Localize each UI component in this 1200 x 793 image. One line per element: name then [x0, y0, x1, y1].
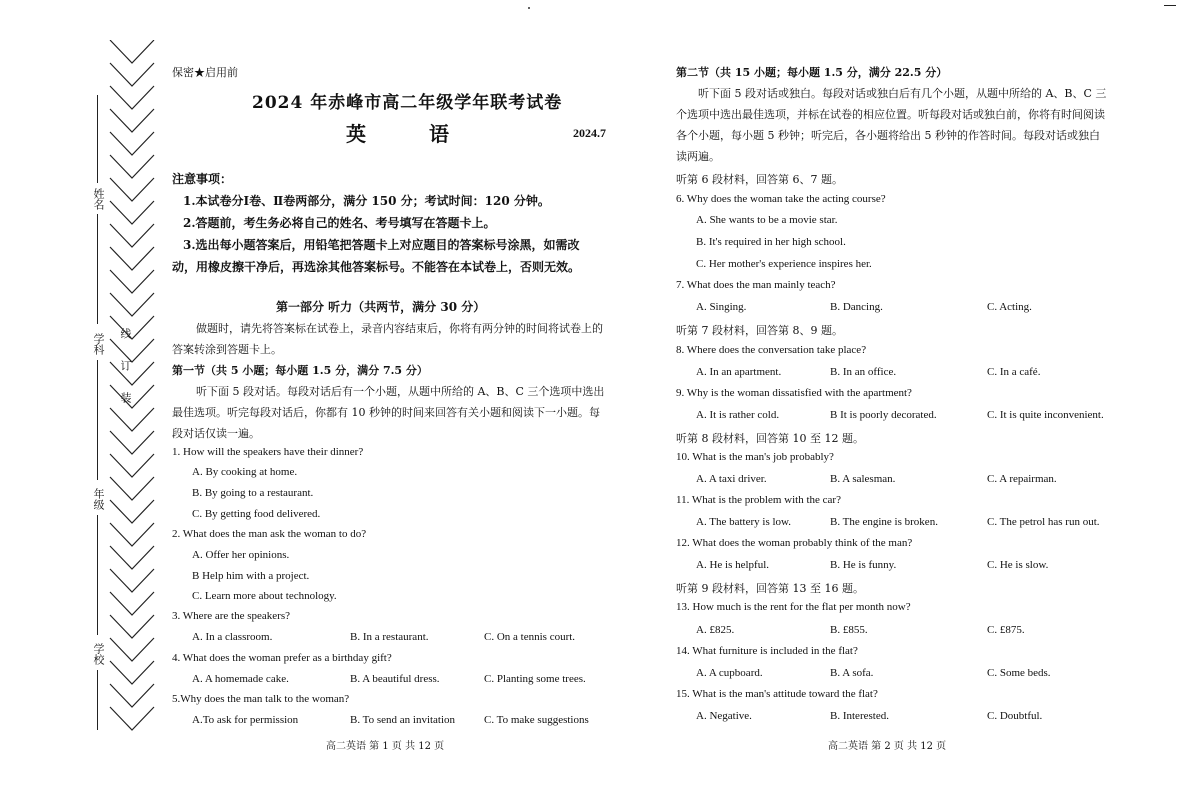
- chevron-mark: [110, 500, 154, 523]
- chevron-mark: [110, 638, 154, 661]
- chevron-mark: [110, 109, 154, 132]
- q14-option-b: B. A sofa.: [830, 667, 874, 679]
- q1-option-c: C. By getting food delivered.: [192, 508, 321, 520]
- material-6: 听第 6 段材料，回答第 6、7 题。: [676, 173, 843, 186]
- q13-option-b: B. £855.: [830, 624, 868, 636]
- q2-option-c: C. Learn more about technology.: [192, 590, 337, 602]
- q15-option-b: B. Interested.: [830, 710, 889, 722]
- q14-option-a: A. A cupboard.: [696, 667, 763, 679]
- binding-line-name: [97, 95, 98, 183]
- chevron-mark: [110, 408, 154, 431]
- q2-text: 2. What does the man ask the woman to do?: [172, 528, 367, 540]
- chevron-mark: [110, 477, 154, 500]
- q12-option-b: B. He is funny.: [830, 559, 897, 571]
- chevron-mark: [110, 40, 154, 63]
- q6-option-a: A. She wants to be a movie star.: [696, 214, 838, 226]
- binding-label-grade: 年级: [92, 488, 105, 510]
- chevron-mark: [110, 63, 154, 86]
- q4-option-a: A. A homemade cake.: [192, 673, 289, 685]
- chevron-mark: [110, 523, 154, 546]
- q5-option-c: C. To make suggestions: [484, 714, 589, 726]
- binding-label-name: 姓名: [92, 188, 105, 210]
- subject-title: 英 语: [346, 122, 477, 146]
- q8-option-a: A. In an apartment.: [696, 366, 782, 378]
- q1-option-b: B. By going to a restaurant.: [192, 487, 314, 499]
- q11-option-a: A. The battery is low.: [696, 516, 792, 528]
- q11-text: 11. What is the problem with the car?: [676, 494, 841, 506]
- secrecy-label: 保密★启用前: [172, 66, 238, 79]
- q2-option-b: B Help him with a project.: [192, 570, 310, 582]
- q14-text: 14. What furniture is included in the flat?: [676, 645, 858, 657]
- q10-text: 10. What is the man's job probably?: [676, 451, 834, 463]
- section2-intro-4: 读两遍。: [676, 150, 720, 163]
- chevron-mark: [110, 178, 154, 201]
- chevron-mark: [110, 293, 154, 316]
- chevron-mark: [110, 339, 154, 362]
- q3-option-c: C. On a tennis court.: [484, 631, 576, 643]
- page-footer-left: 高二英语 第 1 页 共 12 页: [326, 741, 445, 752]
- chevron-mark: [110, 707, 154, 730]
- note-1: 1.本试卷分Ⅰ卷、Ⅱ卷两部分，满分 150 分；考试时间：120 分钟。: [183, 194, 550, 208]
- exam-date: 2024.7: [573, 126, 606, 140]
- q7-option-b: B. Dancing.: [830, 301, 883, 313]
- q14-option-c: C. Some beds.: [987, 667, 1051, 679]
- q9-text: 9. Why is the woman dissatisfied with the apartment?: [676, 387, 912, 399]
- scan-speck: [528, 7, 530, 9]
- page-footer-right: 高二英语 第 2 页 共 12 页: [828, 741, 947, 752]
- q10-option-b: B. A salesman.: [830, 473, 896, 485]
- chevron-mark: [110, 684, 154, 707]
- binding-line-grade: [97, 515, 98, 635]
- chevron-mark: [110, 615, 154, 638]
- binding-line-name-2: [97, 214, 98, 324]
- q10-option-a: A. A taxi driver.: [696, 473, 767, 485]
- q6-option-b: B. It's required in her high school.: [696, 236, 846, 248]
- binding-inner-xian: 线: [119, 328, 132, 339]
- q4-text: 4. What does the woman prefer as a birthday gift?: [172, 652, 392, 664]
- q9-option-a: A. It is rather cold.: [696, 409, 780, 421]
- q3-option-b: B. In a restaurant.: [350, 631, 429, 643]
- q5-text: 5.Why does the man talk to the woman?: [172, 693, 350, 705]
- chevron-mark: [110, 362, 154, 385]
- q15-option-c: C. Doubtful.: [987, 710, 1043, 722]
- exam-title: 2024 年赤峰市高二年级学年联考试卷: [252, 93, 563, 113]
- q13-option-c: C. £875.: [987, 624, 1025, 636]
- chevron-mark: [110, 385, 154, 408]
- q7-text: 7. What does the man mainly teach?: [676, 279, 836, 291]
- q10-option-c: C. A repairman.: [987, 473, 1057, 485]
- binding-line-school: [97, 670, 98, 730]
- note-4: 动，用橡皮擦干净后，再选涂其他答案标号。不能答在本试卷上，否则无效。: [172, 260, 581, 274]
- section1-intro-3: 段对话仅读一遍。: [172, 427, 260, 440]
- chevron-mark: [110, 247, 154, 270]
- notes-heading: 注意事项：: [172, 172, 233, 186]
- section2-title: 第二节（共 15 小题；每小题 1.5 分，满分 22.5 分）: [676, 66, 948, 79]
- binding-inner-zhuang: 装: [119, 392, 132, 403]
- chevron-mark: [110, 592, 154, 615]
- q13-option-a: A. £825.: [696, 624, 735, 636]
- q2-option-a: A. Offer her opinions.: [192, 549, 290, 561]
- binding-chevron-pattern: [106, 40, 158, 740]
- chevron-mark: [110, 155, 154, 178]
- chevron-mark: [110, 431, 154, 454]
- scan-mark: [1164, 5, 1176, 6]
- chevron-mark: [110, 132, 154, 155]
- q4-option-b: B. A beautiful dress.: [350, 673, 440, 685]
- section2-intro-2: 个选项中选出最佳选项，并标在试卷的相应位置。听每段对话或独白前，你将有时间阅读: [676, 108, 1105, 121]
- material-8: 听第 8 段材料，回答第 10 至 12 题。: [676, 432, 864, 445]
- q12-option-a: A. He is helpful.: [696, 559, 770, 571]
- q8-text: 8. Where does the conversation take place?: [676, 344, 867, 356]
- section1-title: 第一节（共 5 小题；每小题 1.5 分，满分 7.5 分）: [172, 364, 428, 377]
- section1-intro-2: 最佳选项。听完每段对话后，你都有 10 秒钟的时间来回答有关小题和阅读下一小题。每: [172, 406, 600, 419]
- q8-option-b: B. In an office.: [830, 366, 897, 378]
- chevron-mark: [110, 316, 154, 339]
- chevron-mark: [110, 201, 154, 224]
- q7-option-a: A. Singing.: [696, 301, 747, 313]
- part1-intro-1: 做题时，请先将答案标在试卷上，录音内容结束后，你将有两分钟的时间将试卷上的: [196, 322, 603, 335]
- note-2: 2.答题前，考生务必将自己的姓名、考号填写在答题卡上。: [183, 216, 496, 230]
- q5-option-a: A.To ask for permission: [192, 714, 299, 726]
- chevron-mark: [110, 86, 154, 109]
- q7-option-c: C. Acting.: [987, 301, 1032, 313]
- q9-option-c: C. It is quite inconvenient.: [987, 409, 1104, 421]
- chevron-mark: [110, 569, 154, 592]
- q3-option-a: A. In a classroom.: [192, 631, 273, 643]
- binding-line-subject: [97, 360, 98, 480]
- binding-label-school: 学校: [92, 643, 105, 665]
- chevron-mark: [110, 454, 154, 477]
- chevron-mark: [110, 661, 154, 684]
- section1-intro-1: 听下面 5 段对话。每段对话后有一个小题，从题中所给的 A、B、C 三个选项中选出: [196, 385, 605, 398]
- q13-text: 13. How much is the rent for the flat per month now?: [676, 601, 911, 613]
- q11-option-c: C. The petrol has run out.: [987, 516, 1100, 528]
- part1-title: 第一部分 听力（共两节，满分 30 分）: [276, 300, 486, 314]
- q9-option-b: B It is poorly decorated.: [830, 409, 937, 421]
- section2-intro-1: 听下面 5 段对话或独白。每段对话或独白后有几个小题，从题中所给的 A、B、C 三: [698, 87, 1107, 100]
- binding-inner-ding: 订: [119, 360, 132, 371]
- q3-text: 3. Where are the speakers?: [172, 610, 290, 622]
- q11-option-b: B. The engine is broken.: [830, 516, 938, 528]
- chevron-mark: [110, 224, 154, 247]
- q6-option-c: C. Her mother's experience inspires her.: [696, 258, 872, 270]
- q1-option-a: A. By cooking at home.: [192, 466, 298, 478]
- part1-intro-2: 答案转涂到答题卡上。: [172, 343, 282, 356]
- material-9: 听第 9 段材料，回答第 13 至 16 题。: [676, 582, 864, 595]
- chevron-mark: [110, 270, 154, 293]
- q4-option-c: C. Planting some trees.: [484, 673, 586, 685]
- q15-option-a: A. Negative.: [696, 710, 752, 722]
- binding-label-subject: 学科: [92, 333, 105, 355]
- q5-option-b: B. To send an invitation: [350, 714, 456, 726]
- q8-option-c: C. In a café.: [987, 366, 1041, 378]
- material-7: 听第 7 段材料，回答第 8、9 题。: [676, 324, 843, 337]
- q1-text: 1. How will the speakers have their dinner?: [172, 446, 364, 458]
- chevron-mark: [110, 546, 154, 569]
- section2-intro-3: 各个小题，每小题 5 秒钟；听完后，各小题将给出 5 秒钟的作答时间。每段对话或独白: [676, 129, 1100, 142]
- q12-text: 12. What does the woman probably think of the man?: [676, 537, 913, 549]
- q12-option-c: C. He is slow.: [987, 559, 1049, 571]
- note-3: 3.选出每小题答案后，用铅笔把答题卡上对应题目的答案标号涂黑，如需改: [183, 238, 580, 252]
- q15-text: 15. What is the man's attitude toward the flat?: [676, 688, 878, 700]
- q6-text: 6. Why does the woman take the acting course?: [676, 193, 886, 205]
